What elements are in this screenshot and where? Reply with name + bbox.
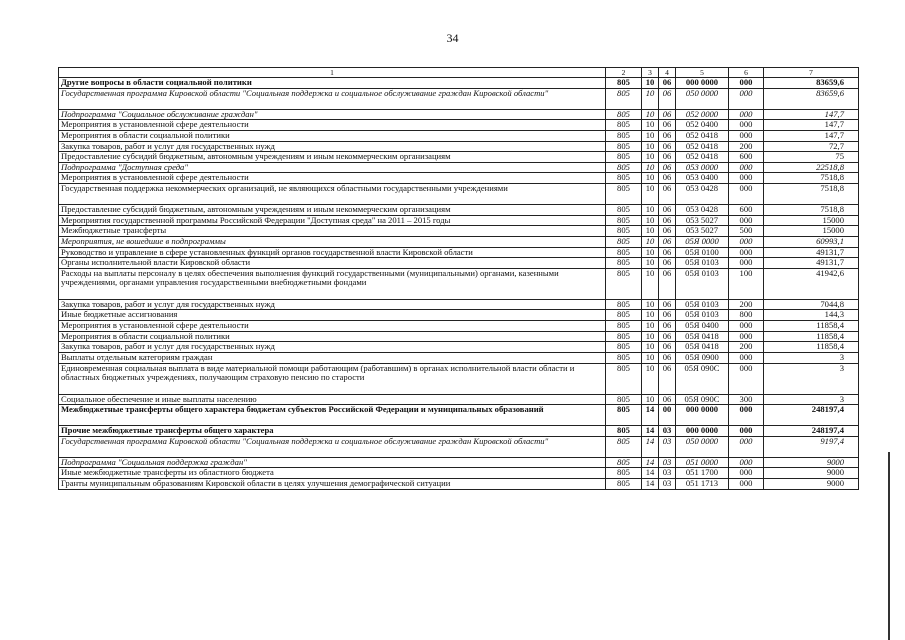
amount: 9000 (764, 479, 859, 490)
ministry-code: 805 (606, 394, 642, 405)
amount: 248197,4 (764, 426, 859, 437)
ministry-code: 805 (606, 120, 642, 131)
section-code: 10 (642, 310, 659, 321)
amount: 147,7 (764, 130, 859, 141)
expense-type-code: 200 (729, 299, 764, 310)
ministry-code: 805 (606, 205, 642, 216)
amount: 3 (764, 352, 859, 363)
amount: 11858,4 (764, 342, 859, 353)
subsection-code: 06 (659, 120, 676, 131)
column-number: 5 (676, 68, 729, 78)
target-article-code: 05Я 0000 (676, 236, 729, 247)
column-number-row (59, 68, 859, 78)
ministry-code: 805 (606, 363, 642, 394)
expense-name: Закупка товаров, работ и услуг для государственных нужд (59, 299, 606, 310)
section-code: 10 (642, 120, 659, 131)
expense-type-code: 000 (729, 109, 764, 120)
table-row (59, 215, 859, 226)
expense-type-code: 000 (729, 184, 764, 205)
table-row (59, 141, 859, 152)
section-code: 10 (642, 321, 659, 332)
expense-name: Расходы на выплаты персоналу в целях обеспечения выполнения функций государственными (муниципальными) органами, казенными учреждениями, органами управления государственными внебюджетными фондами (59, 268, 606, 299)
target-article-code: 05Я 090С (676, 363, 729, 394)
expense-name: Государственная программа Кировской области "Социальная поддержка и социальное обслуживание граждан Кировской области" (59, 436, 606, 457)
amount: 41942,6 (764, 268, 859, 299)
expense-type-code: 000 (729, 215, 764, 226)
ministry-code: 805 (606, 299, 642, 310)
amount: 49131,7 (764, 258, 859, 269)
ministry-code: 805 (606, 141, 642, 152)
ministry-code: 805 (606, 258, 642, 269)
subsection-code: 00 (659, 405, 676, 426)
section-code: 10 (642, 247, 659, 258)
table-row (59, 109, 859, 120)
table-row (59, 352, 859, 363)
subsection-code: 06 (659, 109, 676, 120)
section-code: 10 (642, 258, 659, 269)
ministry-code: 805 (606, 152, 642, 163)
expense-type-code: 000 (729, 331, 764, 342)
target-article-code: 050 0000 (676, 88, 729, 109)
amount: 11858,4 (764, 321, 859, 332)
target-article-code: 000 0000 (676, 405, 729, 426)
table-row (59, 173, 859, 184)
table-row (59, 436, 859, 457)
table-row (59, 258, 859, 269)
expense-name: Иные межбюджетные трансферты из областного бюджета (59, 468, 606, 479)
target-article-code: 05Я 0400 (676, 321, 729, 332)
section-code: 10 (642, 331, 659, 342)
expense-name: Мероприятия в области социальной политики (59, 331, 606, 342)
amount: 144,3 (764, 310, 859, 321)
expense-name: Органы исполнительной власти Кировской области (59, 258, 606, 269)
target-article-code: 05Я 0103 (676, 268, 729, 299)
ministry-code: 805 (606, 236, 642, 247)
expense-name: Государственная поддержка некоммерческих организаций, не являющихся областными государственными учреждениями (59, 184, 606, 205)
expense-type-code: 000 (729, 405, 764, 426)
target-article-code: 053 5027 (676, 215, 729, 226)
table-row (59, 342, 859, 353)
expense-name: Гранты муниципальным образованиям Кировской области в целях улучшения демографической ситуации (59, 479, 606, 490)
section-code: 14 (642, 457, 659, 468)
expense-name: Иные бюджетные ассигнования (59, 310, 606, 321)
expense-type-code: 000 (729, 426, 764, 437)
ministry-code: 805 (606, 215, 642, 226)
subsection-code: 06 (659, 226, 676, 237)
section-code: 10 (642, 141, 659, 152)
expense-type-code: 200 (729, 342, 764, 353)
amount: 9197,4 (764, 436, 859, 457)
subsection-code: 06 (659, 78, 676, 89)
table-row (59, 247, 859, 258)
expense-name: Закупка товаров, работ и услуг для государственных нужд (59, 342, 606, 353)
subsection-code: 06 (659, 310, 676, 321)
section-code: 10 (642, 173, 659, 184)
subsection-code: 03 (659, 479, 676, 490)
column-number: 2 (606, 68, 642, 78)
expense-type-code: 000 (729, 457, 764, 468)
expense-type-code: 800 (729, 310, 764, 321)
subsection-code: 06 (659, 352, 676, 363)
expense-type-code: 000 (729, 321, 764, 332)
subsection-code: 06 (659, 130, 676, 141)
subsection-code: 03 (659, 468, 676, 479)
table-row (59, 299, 859, 310)
expense-type-code: 000 (729, 436, 764, 457)
table-row (59, 426, 859, 437)
ministry-code: 805 (606, 342, 642, 353)
ministry-code: 805 (606, 479, 642, 490)
column-number: 1 (59, 68, 606, 78)
target-article-code: 052 0418 (676, 141, 729, 152)
expense-type-code: 000 (729, 247, 764, 258)
ministry-code: 805 (606, 268, 642, 299)
expense-name: Межбюджетные трансферты (59, 226, 606, 237)
subsection-code: 06 (659, 394, 676, 405)
amount: 7518,8 (764, 184, 859, 205)
subsection-code: 06 (659, 215, 676, 226)
expense-type-code: 000 (729, 162, 764, 173)
section-code: 10 (642, 363, 659, 394)
target-article-code: 000 0000 (676, 78, 729, 89)
target-article-code: 052 0000 (676, 109, 729, 120)
amount: 60993,1 (764, 236, 859, 247)
amount: 147,7 (764, 120, 859, 131)
section-code: 10 (642, 268, 659, 299)
target-article-code: 05Я 090С (676, 394, 729, 405)
subsection-code: 03 (659, 436, 676, 457)
target-article-code: 05Я 0103 (676, 310, 729, 321)
amount: 83659,6 (764, 78, 859, 89)
expense-type-code: 000 (729, 352, 764, 363)
amount: 75 (764, 152, 859, 163)
amount: 49131,7 (764, 247, 859, 258)
amount: 9000 (764, 457, 859, 468)
target-article-code: 053 0400 (676, 173, 729, 184)
table-row (59, 310, 859, 321)
section-code: 10 (642, 394, 659, 405)
ministry-code: 805 (606, 468, 642, 479)
subsection-code: 03 (659, 426, 676, 437)
section-code: 10 (642, 184, 659, 205)
table-body (59, 78, 859, 490)
ministry-code: 805 (606, 247, 642, 258)
section-code: 10 (642, 205, 659, 216)
amount: 7044,8 (764, 299, 859, 310)
subsection-code: 06 (659, 236, 676, 247)
table-row (59, 130, 859, 141)
budget-table (58, 67, 859, 490)
amount: 7518,8 (764, 173, 859, 184)
table-row (59, 479, 859, 490)
margin-rule (888, 452, 890, 640)
section-code: 10 (642, 352, 659, 363)
expense-type-code: 100 (729, 268, 764, 299)
table-row (59, 405, 859, 426)
expense-name: Межбюджетные трансферты общего характера бюджетам субъектов Российской Федерации и муниципальных образований (59, 405, 606, 426)
section-code: 14 (642, 468, 659, 479)
expense-name: Мероприятия государственной программы Российской Федерации "Доступная среда" на 2011 – 2015 годы (59, 215, 606, 226)
expense-name: Руководство и управление в сфере установленных функций органов государственной власти Кировской области (59, 247, 606, 258)
expense-name: Прочие межбюджетные трансферты общего характера (59, 426, 606, 437)
target-article-code: 05Я 0418 (676, 342, 729, 353)
section-code: 10 (642, 215, 659, 226)
amount: 3 (764, 363, 859, 394)
expense-type-code: 600 (729, 152, 764, 163)
target-article-code: 000 0000 (676, 426, 729, 437)
target-article-code: 052 0400 (676, 120, 729, 131)
expense-type-code: 000 (729, 468, 764, 479)
target-article-code: 05Я 0100 (676, 247, 729, 258)
subsection-code: 06 (659, 205, 676, 216)
section-code: 10 (642, 130, 659, 141)
ministry-code: 805 (606, 109, 642, 120)
section-code: 10 (642, 162, 659, 173)
ministry-code: 805 (606, 321, 642, 332)
expense-name: Социальное обеспечение и иные выплаты населению (59, 394, 606, 405)
ministry-code: 805 (606, 331, 642, 342)
expense-name: Мероприятия в установленной сфере деятельности (59, 173, 606, 184)
section-code: 10 (642, 152, 659, 163)
ministry-code: 805 (606, 78, 642, 89)
expense-name: Государственная программа Кировской области "Социальная поддержка и социальное обслуживание граждан Кировской области" (59, 88, 606, 109)
section-code: 10 (642, 109, 659, 120)
section-code: 10 (642, 78, 659, 89)
expense-type-code: 000 (729, 120, 764, 131)
expense-name: Закупка товаров, работ и услуг для государственных нужд (59, 141, 606, 152)
subsection-code: 06 (659, 321, 676, 332)
section-code: 14 (642, 479, 659, 490)
subsection-code: 06 (659, 152, 676, 163)
expense-name: Предоставление субсидий бюджетным, автономным учреждениям и иным некоммерческим организациям (59, 205, 606, 216)
subsection-code: 06 (659, 184, 676, 205)
table-row (59, 268, 859, 299)
expense-type-code: 000 (729, 78, 764, 89)
column-number: 4 (659, 68, 676, 78)
subsection-code: 06 (659, 173, 676, 184)
section-code: 10 (642, 88, 659, 109)
section-code: 10 (642, 236, 659, 247)
amount: 9000 (764, 468, 859, 479)
expense-name: Подпрограмма "Социальное обслуживание граждан" (59, 109, 606, 120)
target-article-code: 052 0418 (676, 130, 729, 141)
column-number: 3 (642, 68, 659, 78)
table-row (59, 226, 859, 237)
ministry-code: 805 (606, 310, 642, 321)
table-row (59, 184, 859, 205)
expense-type-code: 000 (729, 258, 764, 269)
subsection-code: 06 (659, 363, 676, 394)
subsection-code: 03 (659, 457, 676, 468)
expense-name: Другие вопросы в области социальной политики (59, 78, 606, 89)
expense-type-code: 000 (729, 173, 764, 184)
ministry-code: 805 (606, 226, 642, 237)
target-article-code: 051 1700 (676, 468, 729, 479)
amount: 248197,4 (764, 405, 859, 426)
table-row (59, 78, 859, 89)
section-code: 10 (642, 299, 659, 310)
table-row (59, 162, 859, 173)
ministry-code: 805 (606, 130, 642, 141)
expense-name: Выплаты отдельным категориям граждан (59, 352, 606, 363)
expense-type-code: 000 (729, 479, 764, 490)
table-row (59, 331, 859, 342)
column-number: 6 (729, 68, 764, 78)
ministry-code: 805 (606, 457, 642, 468)
ministry-code: 805 (606, 436, 642, 457)
subsection-code: 06 (659, 268, 676, 299)
amount: 147,7 (764, 109, 859, 120)
section-code: 14 (642, 436, 659, 457)
target-article-code: 053 5027 (676, 226, 729, 237)
amount: 83659,6 (764, 88, 859, 109)
target-article-code: 053 0000 (676, 162, 729, 173)
table-row (59, 457, 859, 468)
target-article-code: 05Я 0900 (676, 352, 729, 363)
target-article-code: 05Я 0103 (676, 299, 729, 310)
amount: 7518,8 (764, 205, 859, 216)
expense-type-code: 600 (729, 205, 764, 216)
ministry-code: 805 (606, 352, 642, 363)
target-article-code: 051 1713 (676, 479, 729, 490)
expense-type-code: 000 (729, 88, 764, 109)
column-number: 7 (764, 68, 859, 78)
expense-name: Мероприятия в области социальной политики (59, 130, 606, 141)
expense-name: Предоставление субсидий бюджетным, автономным учреждениям и иным некоммерческим организациям (59, 152, 606, 163)
target-article-code: 052 0418 (676, 152, 729, 163)
expense-type-code: 500 (729, 226, 764, 237)
expense-name: Подпрограмма "Социальная поддержка граждан" (59, 457, 606, 468)
expense-type-code: 300 (729, 394, 764, 405)
ministry-code: 805 (606, 88, 642, 109)
subsection-code: 06 (659, 299, 676, 310)
section-code: 14 (642, 405, 659, 426)
table-row (59, 205, 859, 216)
expense-name: Подпрограмма "Доступная среда" (59, 162, 606, 173)
expense-type-code: 200 (729, 141, 764, 152)
subsection-code: 06 (659, 331, 676, 342)
expense-type-code: 000 (729, 363, 764, 394)
page-number: 34 (446, 31, 459, 45)
table-row (59, 236, 859, 247)
subsection-code: 06 (659, 162, 676, 173)
target-article-code: 051 0000 (676, 457, 729, 468)
subsection-code: 06 (659, 247, 676, 258)
section-code: 10 (642, 342, 659, 353)
table-row (59, 468, 859, 479)
section-code: 14 (642, 426, 659, 437)
expense-name: Мероприятия в установленной сфере деятельности (59, 120, 606, 131)
table-row (59, 321, 859, 332)
ministry-code: 805 (606, 173, 642, 184)
expense-type-code: 000 (729, 236, 764, 247)
target-article-code: 05Я 0418 (676, 331, 729, 342)
amount: 11858,4 (764, 331, 859, 342)
subsection-code: 06 (659, 258, 676, 269)
table-row (59, 88, 859, 109)
expense-type-code: 000 (729, 130, 764, 141)
amount: 15000 (764, 215, 859, 226)
expense-name: Единовременная социальная выплата в виде материальной помощи работающим (работавшим) в органах исполнительной власти области и областных бюджетных учреждениях, получающим страховую пенсию по старости (59, 363, 606, 394)
subsection-code: 06 (659, 342, 676, 353)
target-article-code: 053 0428 (676, 184, 729, 205)
table-row (59, 152, 859, 163)
amount: 3 (764, 394, 859, 405)
subsection-code: 06 (659, 141, 676, 152)
section-code: 10 (642, 226, 659, 237)
expense-name: Мероприятия в установленной сфере деятельности (59, 321, 606, 332)
target-article-code: 050 0000 (676, 436, 729, 457)
subsection-code: 06 (659, 88, 676, 109)
ministry-code: 805 (606, 405, 642, 426)
table-row (59, 363, 859, 394)
amount: 22518,8 (764, 162, 859, 173)
table-row (59, 394, 859, 405)
target-article-code: 053 0428 (676, 205, 729, 216)
amount: 72,7 (764, 141, 859, 152)
ministry-code: 805 (606, 184, 642, 205)
expense-name: Мероприятия, не вошедшие в подпрограммы (59, 236, 606, 247)
ministry-code: 805 (606, 162, 642, 173)
target-article-code: 05Я 0103 (676, 258, 729, 269)
amount: 15000 (764, 226, 859, 237)
ministry-code: 805 (606, 426, 642, 437)
table-row (59, 120, 859, 131)
